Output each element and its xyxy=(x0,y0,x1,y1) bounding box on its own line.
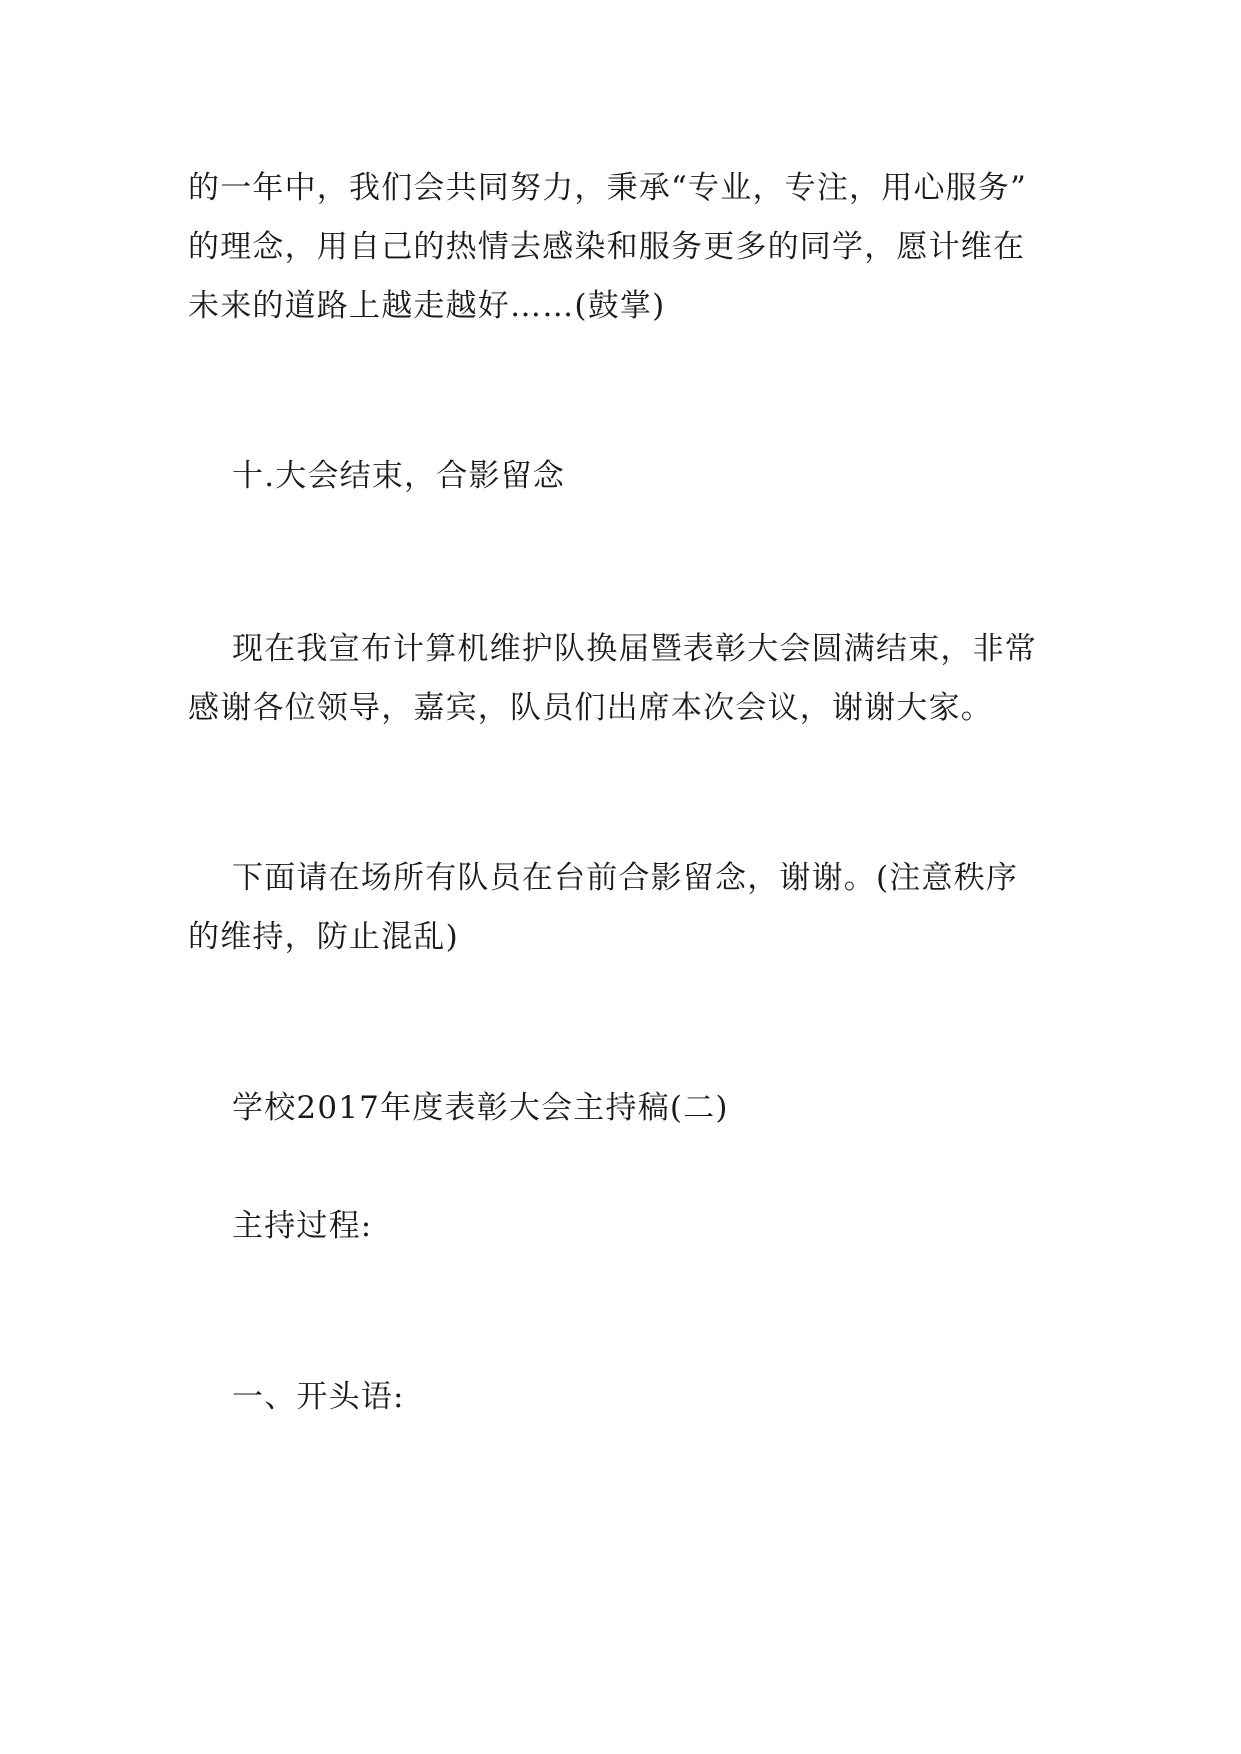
section-heading: 十.大会结束，合影留念 xyxy=(232,458,566,494)
paragraph-line: 的理念，用自己的热情去感染和服务更多的同学，愿计维在 xyxy=(188,229,1026,265)
paragraph-line: 未来的道路上越走越好……(鼓掌) xyxy=(188,288,666,324)
document-subtitle: 学校2017年度表彰大会主持稿(二) xyxy=(232,1090,729,1126)
paragraph-line: 感谢各位领导，嘉宾，队员们出席本次会议，谢谢大家。 xyxy=(188,690,993,726)
section-heading: 一、开头语: xyxy=(232,1379,405,1415)
paragraph-line: 现在我宣布计算机维护队换届暨表彰大会圆满结束，非常 xyxy=(232,631,1037,667)
paragraph-line: 的一年中，我们会共同努力，秉承“专业，专注，用心服务” xyxy=(188,170,1028,206)
section-label: 主持过程: xyxy=(232,1208,373,1244)
paragraph-line: 下面请在场所有队员在台前合影留念，谢谢。(注意秩序 xyxy=(232,860,1019,896)
paragraph-line: 的维持，防止混乱) xyxy=(188,919,459,955)
